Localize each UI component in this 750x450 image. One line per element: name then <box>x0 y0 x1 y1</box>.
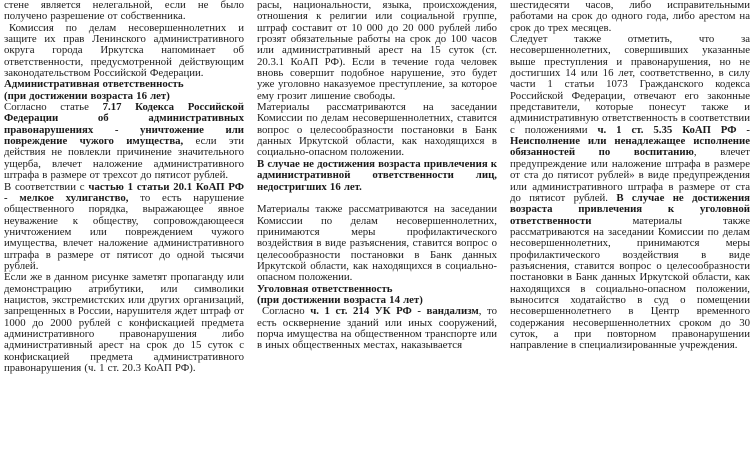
text-run: Материалы рассматриваются на заседании Комиссии по делам несовершеннолетних, ставится вопрос о целесообразности постановки в Банк данных Иркутской области, как находящихся в социально-опасном положении. <box>257 101 497 159</box>
text-column-1 <box>4 0 244 374</box>
text-run: В соответствии с <box>4 180 89 193</box>
text-column-3 <box>510 0 750 374</box>
text-run: Уголовная ответственность <box>257 282 393 295</box>
para-punishment-continuation <box>510 0 750 34</box>
text-run: В случае не достижения возраста привлечения к административной ответственности лиц, недостригших 16 лет. <box>257 157 497 193</box>
text-run-bold: 7.17 Кодекса Российской Федерации об административных правонарушениях - уничтожение или повреждение чужого имущества, <box>4 101 244 148</box>
para-under-16-notice <box>257 159 497 193</box>
text-run: Согласно статье <box>4 101 103 114</box>
para-parents-responsibility <box>510 34 750 352</box>
para-article-20-1 <box>4 182 244 273</box>
text-column-2 <box>257 0 497 374</box>
text-run: Материалы также рассматриваются на заседании Комиссии по делам несовершеннолетних, принимаются меры профилактического воздействия в виде разъяснения, ставится вопрос о целесообразности постановки в Банк данных Иркутской области, как находящихся в социально-опасном положении. <box>257 203 497 284</box>
para-materials-review-2 <box>257 204 497 283</box>
text-run: , то есть осквернение зданий или иных сооружений, порча имущества на общественном транспорте или в иных общественных местах, наказывается <box>257 305 498 352</box>
text-run: материалы также рассматриваются на заседании Комиссии по делам несовершеннолетних, принимаются меры профилактического воздействия в виде разъяснения, ставится вопрос о целесообразности постановки в Банк данных Иркутской области, как находящихся в социально-опасном положении, выносится ходатайство в суд о помещении несовершеннолетнего в Центр временного содержания несовершеннолетних сроком до 30 суток, а при повторном правонарушении направление в специализированные учреждения. <box>510 214 750 352</box>
para-article-7-17 <box>4 102 244 181</box>
text-run: стене является нелегальной, если не было получено разрешение от собственника. <box>4 0 244 23</box>
text-run-bold: В случае не достижения возраста привлечения к уголовной ответственности <box>510 191 750 227</box>
text-run: Если же в данном рисунке заметят пропаганду или демонстрацию атрибутики, или символики нацистов, экстремистских или других организаций, запрещенных в России, нарушителя ждет штраф от 1000 до 2000 рублей с конфискацией предмета административного правонарушения либо административный арест на срок до 15 суток с конфискацией предмета административного правонарушения (ч. 1 ст. 20.3 КоАП РФ). <box>4 271 244 374</box>
text-run: расы, национальности, языка, происхождения, отношения к религии или социальной группе, штраф составит от 10 000 до 20 000 рублей либо грозят обязательные работы на срок до 100 часов или административный арест на 15 суток (ст. 20.3.1 КоАП РФ). Если в течение года человек вновь совершит подобное нарушение, это будет уже уголовно наказуемое преступление, за которое ему грозит лишение свободы. <box>257 0 497 102</box>
text-run: Согласно <box>262 305 311 318</box>
text-run-bold: ч. 1 ст. 5.35 КоАП РФ - Неисполнение или ненадлежащее исполнение обязанностей по воспитанию <box>510 123 750 159</box>
para-article-20-3-1-continuation <box>257 0 497 102</box>
text-run: Административная ответственность <box>4 78 184 91</box>
text-run-bold: частью 1 статьи 20.1 КоАП РФ - мелкое хулиганство, <box>4 180 244 204</box>
text-run: Комиссия по делам несовершеннолетних и защите их прав Ленинского административного округа города Иркутска напоминает об ответственности, предусмотренной действующим законодательством Российской Федерации. <box>4 21 244 80</box>
text-run: (при достижении возраста 14 лет) <box>257 293 423 306</box>
para-article-214 <box>257 306 497 351</box>
para-materials-review <box>257 102 497 159</box>
para-graffiti-continuation <box>4 0 244 23</box>
para-article-20-3 <box>4 272 244 374</box>
text-run: то есть нарушение общественного порядка, выражающее явное неуважение к обществу, сопровождающееся уничтожением или повреждением чужого имущества, влечет наложение административного штрафа в размере от пятисот до одной тысячи рублей. <box>4 191 244 272</box>
text-run: Следует также отметить, что за несовершеннолетних, совершивших указанные выше преступления и правонарушения, но не достигших 14 или 16 лет, соответственно, в силу части 1 статьи 1073 Гражданского кодекса Российской Федерации, отвечают его законные представители, которые понесут также и административную ответственность в соответствии с положениями <box>510 33 750 136</box>
text-run: (при достижении возраста 16 лет) <box>4 89 170 102</box>
text-run: если эти действия не повлекли причинение значительного ущерба, влечет наложение административного штрафа в размере от трехсот до пятисот рублей. <box>4 135 244 182</box>
text-run-bold: ч. 1 ст. 214 УК РФ - вандализм <box>310 305 479 318</box>
text-run: шестидесяти часов, либо исправительными работами на срок до одного года, либо арестом на срок до трех месяцев. <box>510 0 750 34</box>
text-run: , влечет предупреждение или наложение штрафа в размере от ста до пятисот рублей» в виде предупреждения или административного штрафа в размере от ста до пятисот рублей. <box>510 146 750 204</box>
para-commission-reminder <box>4 23 244 80</box>
